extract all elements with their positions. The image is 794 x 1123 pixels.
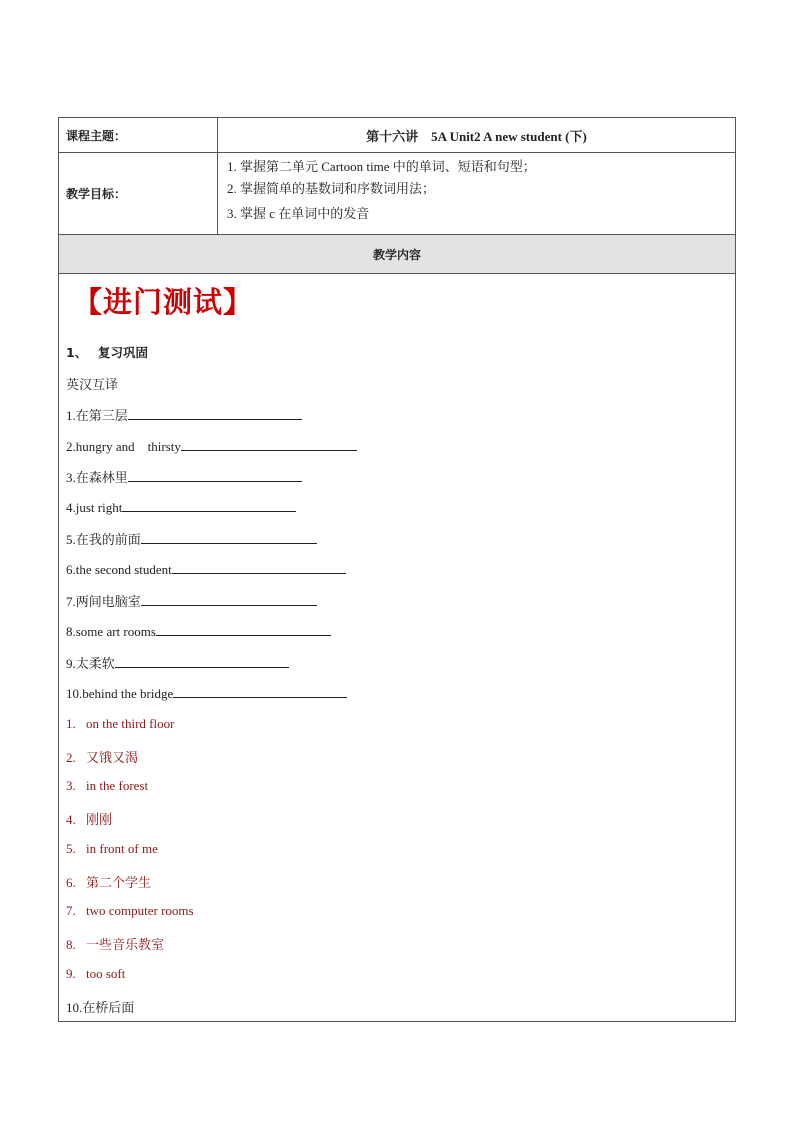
answer-blank[interactable] [181, 437, 357, 451]
section-heading-text: 复习巩固 [98, 345, 149, 360]
objective-item: 2. 掌握简单的基数词和序数词用法； [227, 181, 436, 196]
question-item: 8.some art rooms [66, 622, 331, 640]
answer-item: 4. 刚刚 [66, 812, 113, 827]
answer-item: 2. 又饿又渴 [66, 750, 139, 765]
answer-item: 7. two computer rooms [66, 903, 194, 918]
topic-label: 课程主题： [59, 118, 218, 152]
answer-blank[interactable] [128, 406, 302, 420]
answer-item: 6. 第二个学生 [66, 875, 152, 890]
lesson-table [58, 117, 736, 1022]
answer-item: 3. in the forest [66, 778, 149, 793]
answer-item: 10.在桥后面 [66, 1000, 135, 1015]
content-header-row [59, 235, 735, 274]
question-item: 6.the second student [66, 560, 346, 578]
question-item: 10.behind the bridge [66, 684, 347, 702]
answer-blank[interactable] [128, 468, 302, 482]
objectives-row [59, 153, 735, 235]
answer-item: 9. too soft [66, 966, 126, 981]
topic-row [59, 118, 735, 153]
content-area [59, 274, 735, 1021]
answer-blank[interactable] [122, 498, 296, 512]
question-item: 3.在森林里 [66, 467, 302, 486]
question-item: 1.在第三层 [66, 405, 302, 424]
subheading: 英汉互译 [66, 377, 119, 392]
section-number: 1、 [66, 345, 88, 360]
objectives-label: 教学目标： [59, 153, 218, 234]
answer-item: 5. in front of me [66, 841, 158, 856]
question-item: 9.太柔软 [66, 653, 289, 672]
answer-blank[interactable] [141, 530, 317, 544]
answer-item: 8. 一些音乐教室 [66, 937, 165, 952]
question-item: 7.两间电脑室 [66, 591, 317, 610]
answer-item: 1. on the third floor [66, 716, 175, 731]
question-item: 4.just right [66, 498, 296, 516]
answer-blank[interactable] [173, 684, 347, 698]
section-title: 【进门测试】 [73, 285, 254, 319]
question-item: 5.在我的前面 [66, 529, 317, 548]
question-item: 2.hungry and thirsty [66, 436, 357, 455]
topic-value: 第十六讲 5A Unit2 A new student (下) [366, 128, 587, 144]
answer-blank[interactable] [172, 560, 346, 574]
objective-item: 1. 掌握第二单元 Cartoon time 中的单词、短语和句型； [227, 159, 536, 174]
section-heading [66, 343, 148, 361]
answer-blank[interactable] [156, 622, 331, 636]
content-label: 教学内容 [372, 247, 421, 262]
answer-blank[interactable] [141, 592, 317, 606]
objective-item: 3. 掌握 c 在单词中的发音 [227, 206, 370, 221]
answer-blank[interactable] [115, 654, 289, 668]
